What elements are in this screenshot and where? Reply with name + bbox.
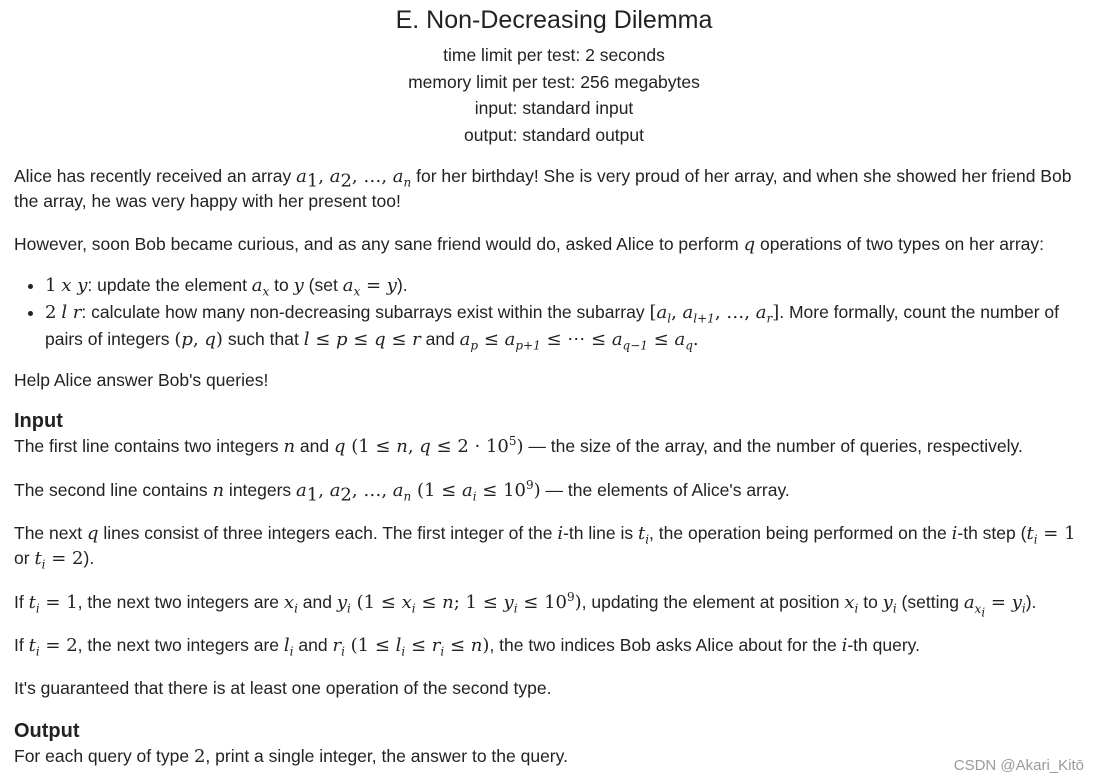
- problem-statement: [14, 0, 1090, 769]
- problem-header: [14, 6, 1094, 148]
- input-section-title: Input: [14, 410, 63, 432]
- time-limit: time limit per test: 2 seconds: [443, 45, 665, 65]
- input-file: input: standard input: [474, 98, 634, 118]
- csdn-watermark: CSDN @Akari_Kitō: [953, 757, 1084, 774]
- legend-paragraph-1: Alice has recently received an array $a_1$, $a_2$, …, $a_n$ for her birthday! She is very proud of her array, and when she showed her friend Bob the array, he was very happy with her present too!: [14, 166, 1072, 211]
- output-file: output: standard output: [464, 124, 644, 145]
- input-line-5: If $t_i = 2$, the next two integers are $l_i$ and $r_i$ $(1 \le l_i \le r_i \le n)$, the two indices Bob asks Alice about for the i-th query.: [14, 635, 920, 659]
- output-line-1: For each query of type 2, print a single integer, the answer to the query.: [14, 746, 568, 767]
- input-line-2: The second line contains n integers $a_1$, $a_2$, …, $a_n$ $(1 \le a_i \le 10^9)$ — the elements of Alice's array.: [14, 478, 790, 506]
- input-line-4: If $t_i = 1$, the next two integers are $x_i$ and $y_i$ ($1 \le x_i \le n$; $1 \le y_i \le 10^9$), updating the element at position $x_i$ to $y_i$ (setting $a_{x_i} = y_i$).: [14, 590, 1037, 619]
- operation-type-2: • 2 l r: calculate how many non-decreasing subarrays exist within the subarray [$a_l$, $a_{l+1}$, …, $a_r$]. More formally, count the number of pairs of integers (p, q) such that l ≤ p ≤ q ≤ r and $a_p \le a_{p+1}$ ≤ ⋯ ≤ $a_{q-1} \le a_q$.: [45, 299, 1090, 353]
- operation-list: [14, 272, 1090, 353]
- operation-type-1: • 1 x y: update the element $a_x$ to y (set $a_x = y$).: [45, 272, 1090, 299]
- help-paragraph: Help Alice answer Bob's queries!: [14, 370, 269, 390]
- legend-paragraph-2: However, soon Bob became curious, and as any sane friend would do, asked Alice to perform q operations of two types on her array:: [14, 234, 1045, 255]
- memory-limit: memory limit per test: 256 megabytes: [408, 71, 700, 92]
- problem-title: E. Non-Decreasing Dilemma: [395, 6, 713, 34]
- output-section-title: Output: [14, 720, 80, 742]
- guarantee-paragraph: It's guaranteed that there is at least one operation of the second type.: [14, 678, 552, 698]
- input-line-1: The first line contains two integers n and q (1 ≤ n, $q \le 2 \cdot 10^5$) — the size of the array, and the number of queries, respectively.: [14, 434, 1023, 457]
- input-line-3: The next q lines consist of three integers each. The first integer of the i-th line is $t_i$, the operation being performed on the i-th step ($t_i = 1$ or $t_i = 2$).: [14, 523, 1076, 572]
